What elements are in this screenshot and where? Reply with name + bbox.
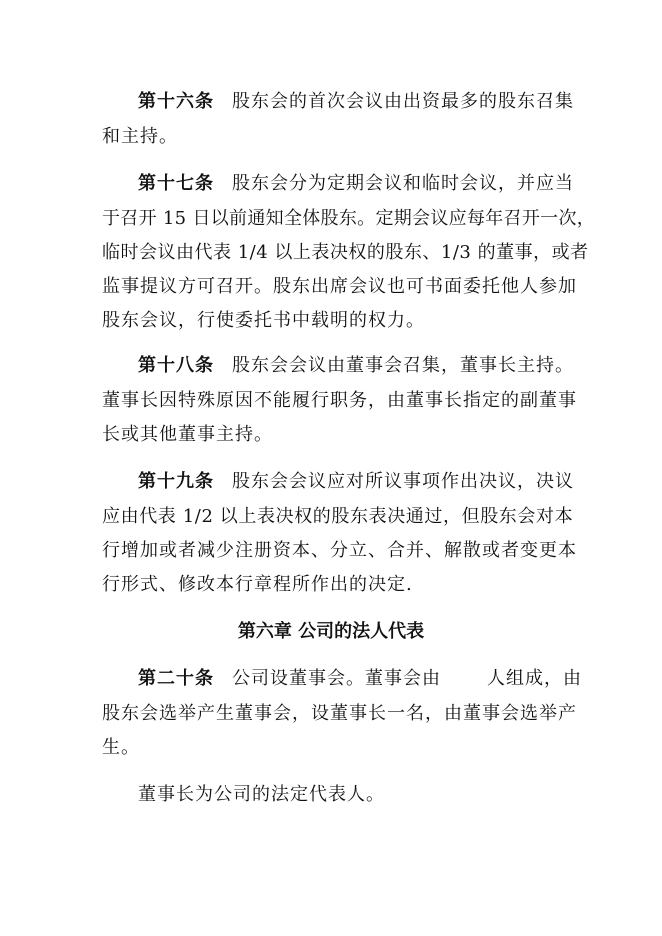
article-16-line-2: 和主持。 — [102, 126, 178, 147]
article-18-number: 第十八条 — [138, 355, 214, 376]
article-17-line-4: 监事提议方可召开。股东出席会议也可书面委托他人参加 — [102, 276, 577, 297]
article-19-first-line — [138, 470, 574, 494]
article-20-number: 第二十条 — [138, 668, 214, 689]
chapter-heading: 第六章 公司的法人代表 — [237, 621, 425, 642]
article-17-line-3: 临时会议由代表 1/4 以上表决权的股东、1/3 的董事，或者 — [102, 242, 589, 263]
article-20-first-line — [138, 667, 582, 691]
closing-paragraph: 董事长为公司的法定代表人。 — [138, 784, 385, 805]
article-19-number: 第十九条 — [138, 471, 214, 492]
article-16-number: 第十六条 — [138, 91, 214, 112]
article-19-line-2: 应由代表 1/2 以上表决权的股东表决通过，但股东会对本 — [102, 506, 574, 527]
article-19-text-1: 股东会会议应对所议事项作出决议，决议 — [232, 471, 574, 492]
article-16-first-line — [138, 90, 574, 114]
article-17-text-1: 股东会分为定期会议和临时会议，并应当 — [232, 173, 574, 194]
article-20-text-1b: 人组成，由 — [487, 668, 582, 689]
article-20-line-3: 生。 — [102, 737, 140, 758]
article-17-number: 第十七条 — [138, 173, 214, 194]
article-19-line-3: 行增加或者减少注册资本、分立、合并、解散或者变更本 — [102, 540, 577, 561]
article-20-line-2: 股东会选举产生董事会，设董事长一名，由董事会选举产 — [102, 703, 577, 724]
article-18-line-2: 董事长因特殊原因不能履行职务，由董事长指定的副董事 — [102, 390, 577, 411]
article-17-first-line — [138, 172, 574, 196]
article-17-line-2: 于召开 15 日以前通知全体股东。定期会议应每年召开一次， — [102, 208, 596, 229]
article-18-line-3: 长或其他董事主持。 — [102, 424, 273, 445]
article-19-line-4: 行形式、修改本行章程所作出的决定. — [102, 574, 413, 595]
article-17-line-5: 股东会议，行使委托书中载明的权力。 — [102, 310, 425, 331]
article-18-first-line — [138, 354, 574, 378]
article-16-text-1: 股东会的首次会议由出资最多的股东召集 — [232, 91, 574, 112]
article-18-text-1: 股东会会议由董事会召集，董事长主持。 — [232, 355, 574, 376]
article-20-text-1a: 公司设董事会。董事会由 — [232, 668, 441, 689]
